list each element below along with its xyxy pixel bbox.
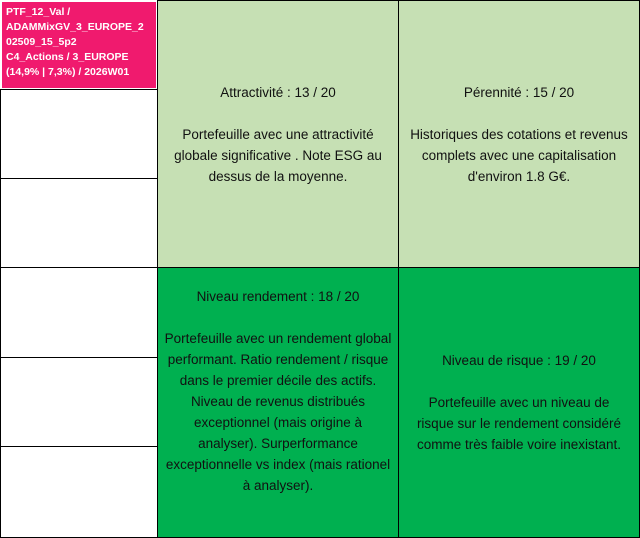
perennite-description: Historiques des cotations et revenus complets avec une capitalisation d'environ 1.8 G€. [410, 126, 628, 184]
rendement-title: Niveau rendement : 18 / 20 [196, 289, 360, 304]
rendement-panel [157, 267, 399, 538]
risque-panel [398, 267, 640, 538]
perennite-panel [398, 0, 640, 268]
blank-cell [0, 267, 158, 358]
perennite-title: Pérennité : 15 / 20 [463, 84, 575, 100]
attractivite-title: Attractivité : 13 / 20 [220, 84, 336, 100]
blank-cell [0, 446, 158, 538]
blank-cell [0, 357, 158, 447]
attractivite-description: Portefeuille avec une attractivité globale significative . Note ESG au dessus de la moyenne. [174, 126, 382, 184]
blank-cell [0, 178, 158, 268]
blank-cell [0, 89, 158, 179]
attractivite-panel [157, 0, 399, 268]
risque-description: Portefeuille avec un niveau de risque sur le rendement considéré comme très faible voire inexistant. [416, 395, 622, 452]
rendement-description: Portefeuille avec un rendement global performant. Ratio rendement / risque dans le premier décile des actifs. Niveau de revenus distribués exceptionnel (mais origine à analyser). Surperformance exceptionnelle vs index (mais rationel à analyser). [164, 331, 392, 493]
portfolio-id-cell: PTF_12_Val / ADAMMixGV_3_EUROPE_2 02509_15_5p2 C4_Actions / 3_EUROPE (14,9% | 7,3%) / 2026W01 [0, 0, 158, 90]
risque-title: Niveau de risque : 19 / 20 [442, 353, 596, 368]
